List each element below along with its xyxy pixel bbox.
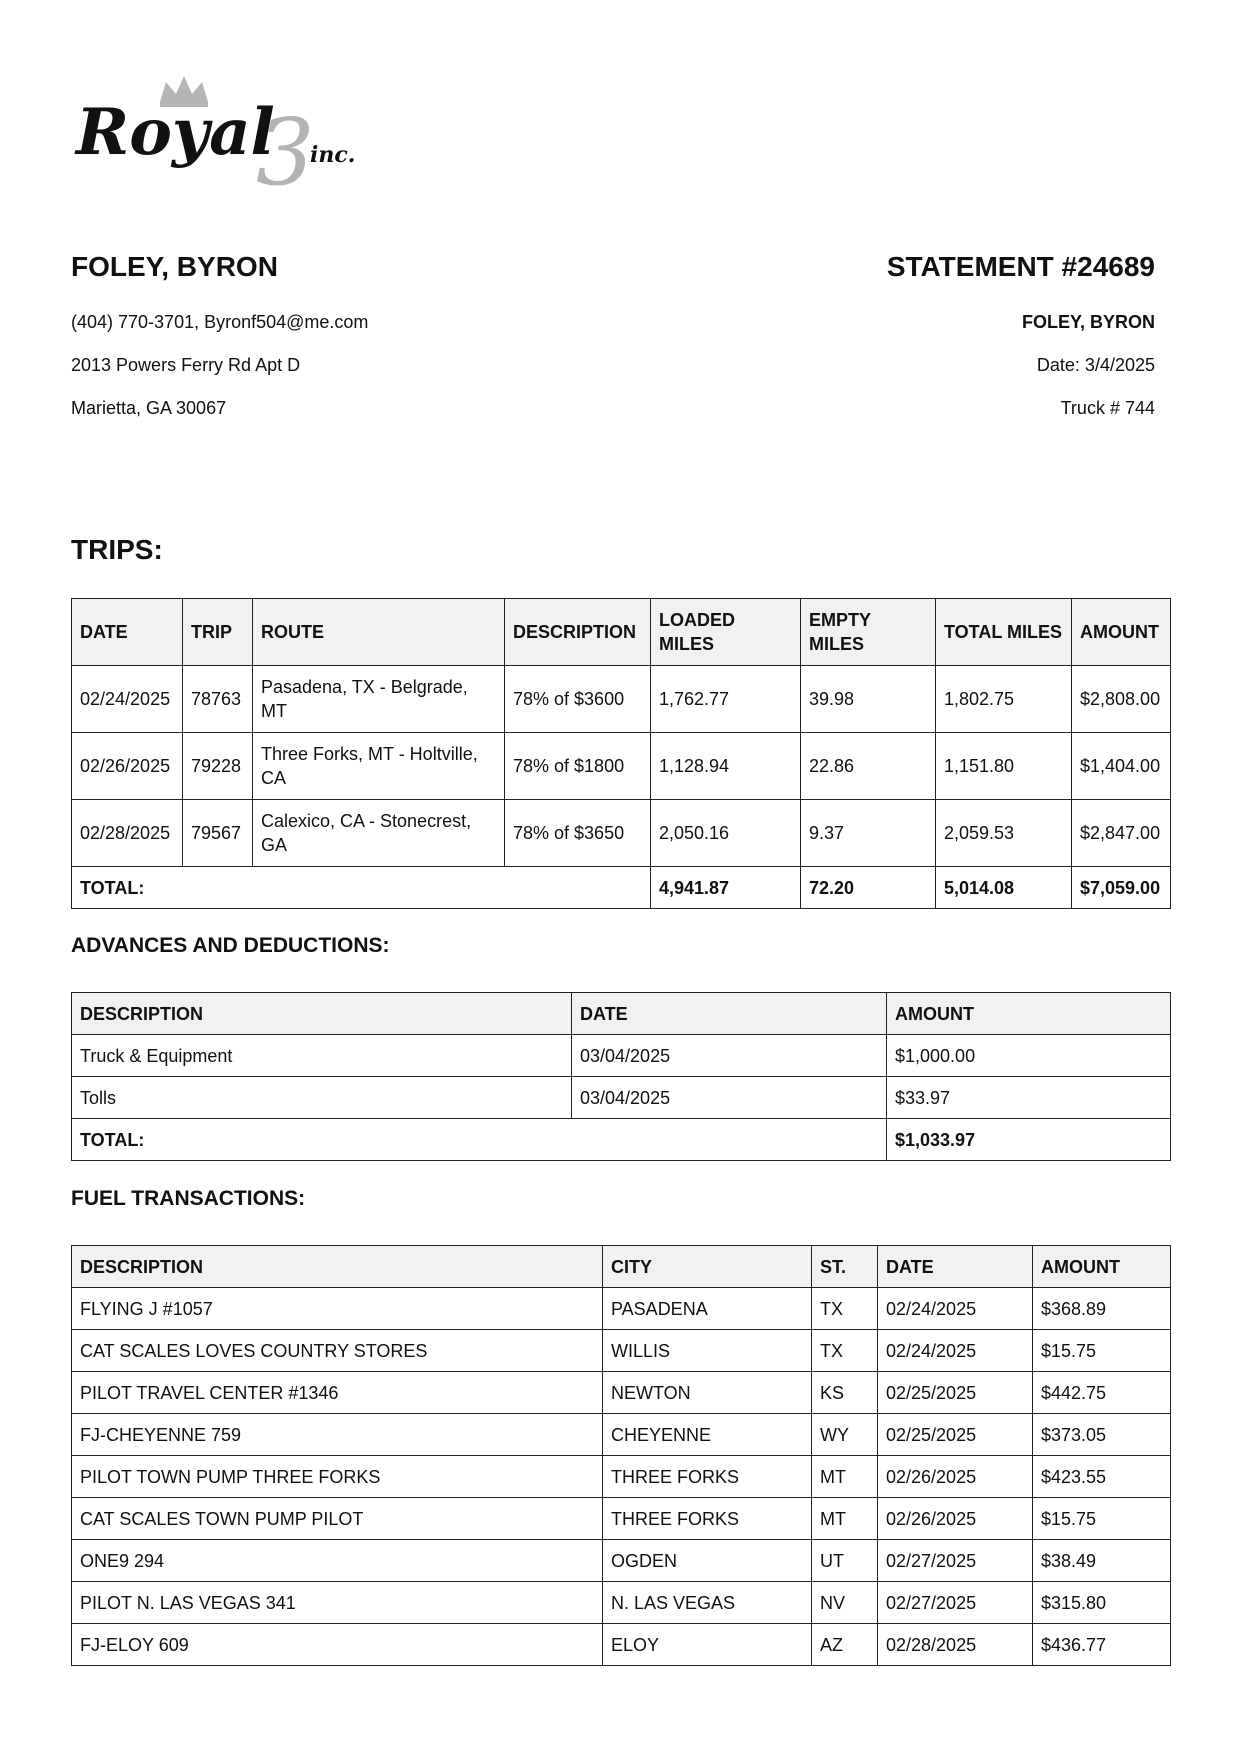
table-row [72,666,1171,733]
driver-name: FOLEY, BYRON [71,251,278,282]
table-row [72,1330,1171,1372]
fuel-col-description: DESCRIPTION [72,1246,603,1288]
trip-number: 79228 [183,733,253,800]
fuel-description: PILOT TOWN PUMP THREE FORKS [72,1456,603,1498]
fuel-col-city: CITY [603,1246,812,1288]
table-row [72,800,1171,867]
table-row [72,1372,1171,1414]
table-row [72,1582,1171,1624]
trip-route: Three Forks, MT - Holtville, CA [253,733,505,800]
driver-address-line1: 2013 Powers Ferry Rd Apt D [71,355,301,375]
table-row [72,1288,1171,1330]
trips-heading: TRIPS: [71,534,163,565]
fuel-amount: $15.75 [1033,1498,1171,1540]
advance-description: Tolls [72,1077,572,1119]
fuel-amount: $442.75 [1033,1372,1171,1414]
advances-total-label: TOTAL: [72,1119,887,1161]
advances-col-description: DESCRIPTION [72,993,572,1035]
fuel-description: PILOT TRAVEL CENTER #1346 [72,1372,603,1414]
table-row [72,1624,1171,1666]
fuel-state: TX [812,1330,878,1372]
advance-date: 03/04/2025 [572,1035,887,1077]
fuel-amount: $423.55 [1033,1456,1171,1498]
fuel-table [71,1245,1171,1666]
fuel-amount: $373.05 [1033,1414,1171,1456]
fuel-city: OGDEN [603,1540,812,1582]
fuel-amount: $315.80 [1033,1582,1171,1624]
fuel-date: 02/24/2025 [878,1330,1033,1372]
fuel-description: FLYING J #1057 [72,1288,603,1330]
fuel-description: PILOT N. LAS VEGAS 341 [72,1582,603,1624]
logo-suffix: inc. [310,142,356,168]
fuel-amount: $368.89 [1033,1288,1171,1330]
trip-date: 02/28/2025 [72,800,183,867]
trip-empty-miles: 9.37 [801,800,936,867]
trips-header-row [72,599,1171,666]
trips-col-trip: TRIP [183,599,253,666]
fuel-amount: $38.49 [1033,1540,1171,1582]
fuel-state: TX [812,1288,878,1330]
fuel-city: THREE FORKS [603,1456,812,1498]
fuel-description: CAT SCALES TOWN PUMP PILOT [72,1498,603,1540]
table-row [72,1035,1171,1077]
table-row [72,1540,1171,1582]
fuel-amount: $15.75 [1033,1330,1171,1372]
trip-amount: $1,404.00 [1072,733,1171,800]
trip-total-miles: 2,059.53 [936,800,1072,867]
advance-date: 03/04/2025 [572,1077,887,1119]
statement-truck: Truck # 744 [1060,398,1155,418]
trips-total-miles: 5,014.08 [936,867,1072,909]
driver-address-line2: Marietta, GA 30067 [71,398,227,418]
trip-route: Pasadena, TX - Belgrade, MT [253,666,505,733]
trip-loaded-miles: 1,762.77 [651,666,801,733]
table-row [72,1456,1171,1498]
advances-col-amount: AMOUNT [887,993,1171,1035]
fuel-heading: FUEL TRANSACTIONS: [71,1187,306,1210]
logo-number: 3 [256,99,315,192]
advances-total-amount: $1,033.97 [887,1119,1171,1161]
trips-total-label: TOTAL: [72,867,651,909]
advances-table [71,992,1171,1161]
advances-total-row [72,1119,1171,1161]
advance-amount: $1,000.00 [887,1035,1171,1077]
advances-heading: ADVANCES AND DEDUCTIONS: [71,934,390,957]
trip-description: 78% of $3650 [505,800,651,867]
company-logo [74,72,394,192]
advances-header-row [72,993,1171,1035]
trip-loaded-miles: 2,050.16 [651,800,801,867]
fuel-date: 02/27/2025 [878,1582,1033,1624]
fuel-city: THREE FORKS [603,1498,812,1540]
fuel-city: PASADENA [603,1288,812,1330]
trip-empty-miles: 22.86 [801,733,936,800]
trip-date: 02/26/2025 [72,733,183,800]
driver-contact: (404) 770-3701, Byronf504@me.com [71,312,369,332]
trip-number: 78763 [183,666,253,733]
fuel-description: FJ-CHEYENNE 759 [72,1414,603,1456]
fuel-state: MT [812,1498,878,1540]
fuel-date: 02/24/2025 [878,1288,1033,1330]
fuel-date: 02/26/2025 [878,1498,1033,1540]
fuel-city: WILLIS [603,1330,812,1372]
trip-date: 02/24/2025 [72,666,183,733]
fuel-description: CAT SCALES LOVES COUNTRY STORES [72,1330,603,1372]
fuel-state: MT [812,1456,878,1498]
trips-table [71,598,1171,909]
trip-number: 79567 [183,800,253,867]
fuel-description: FJ-ELOY 609 [72,1624,603,1666]
table-row [72,1414,1171,1456]
trips-col-empty-miles: EMPTY MILES [801,599,936,666]
trips-total-empty-miles: 72.20 [801,867,936,909]
fuel-state: AZ [812,1624,878,1666]
fuel-city: NEWTON [603,1372,812,1414]
fuel-date: 02/28/2025 [878,1624,1033,1666]
trips-total-loaded-miles: 4,941.87 [651,867,801,909]
trips-col-amount: AMOUNT [1072,599,1171,666]
fuel-col-state: ST. [812,1246,878,1288]
trips-total-amount: $7,059.00 [1072,867,1171,909]
trips-col-date: DATE [72,599,183,666]
table-row [72,1077,1171,1119]
fuel-city: N. LAS VEGAS [603,1582,812,1624]
fuel-city: CHEYENNE [603,1414,812,1456]
fuel-state: WY [812,1414,878,1456]
trip-description: 78% of $3600 [505,666,651,733]
fuel-amount: $436.77 [1033,1624,1171,1666]
fuel-date: 02/25/2025 [878,1414,1033,1456]
trips-col-description: DESCRIPTION [505,599,651,666]
advances-col-date: DATE [572,993,887,1035]
trip-loaded-miles: 1,128.94 [651,733,801,800]
fuel-date: 02/26/2025 [878,1456,1033,1498]
fuel-col-amount: AMOUNT [1033,1246,1171,1288]
fuel-header-row [72,1246,1171,1288]
statement-title: STATEMENT #24689 [886,251,1155,282]
fuel-date: 02/25/2025 [878,1372,1033,1414]
trip-amount: $2,847.00 [1072,800,1171,867]
table-row [72,733,1171,800]
trip-total-miles: 1,802.75 [936,666,1072,733]
trips-col-loaded-miles: LOADED MILES [651,599,801,666]
trips-total-row [72,867,1171,909]
trips-col-route: ROUTE [253,599,505,666]
fuel-state: UT [812,1540,878,1582]
trip-description: 78% of $1800 [505,733,651,800]
fuel-date: 02/27/2025 [878,1540,1033,1582]
fuel-state: NV [812,1582,878,1624]
trip-empty-miles: 39.98 [801,666,936,733]
trip-total-miles: 1,151.80 [936,733,1072,800]
advance-description: Truck & Equipment [72,1035,572,1077]
fuel-city: ELOY [603,1624,812,1666]
table-row [72,1498,1171,1540]
trip-amount: $2,808.00 [1072,666,1171,733]
logo-brand: Royal [76,95,275,170]
fuel-description: ONE9 294 [72,1540,603,1582]
fuel-col-date: DATE [878,1246,1033,1288]
statement-date: Date: 3/4/2025 [1036,355,1155,375]
statement-name: FOLEY, BYRON [1021,312,1155,332]
trips-col-total-miles: TOTAL MILES [936,599,1072,666]
advance-amount: $33.97 [887,1077,1171,1119]
fuel-state: KS [812,1372,878,1414]
trip-route: Calexico, CA - Stonecrest, GA [253,800,505,867]
